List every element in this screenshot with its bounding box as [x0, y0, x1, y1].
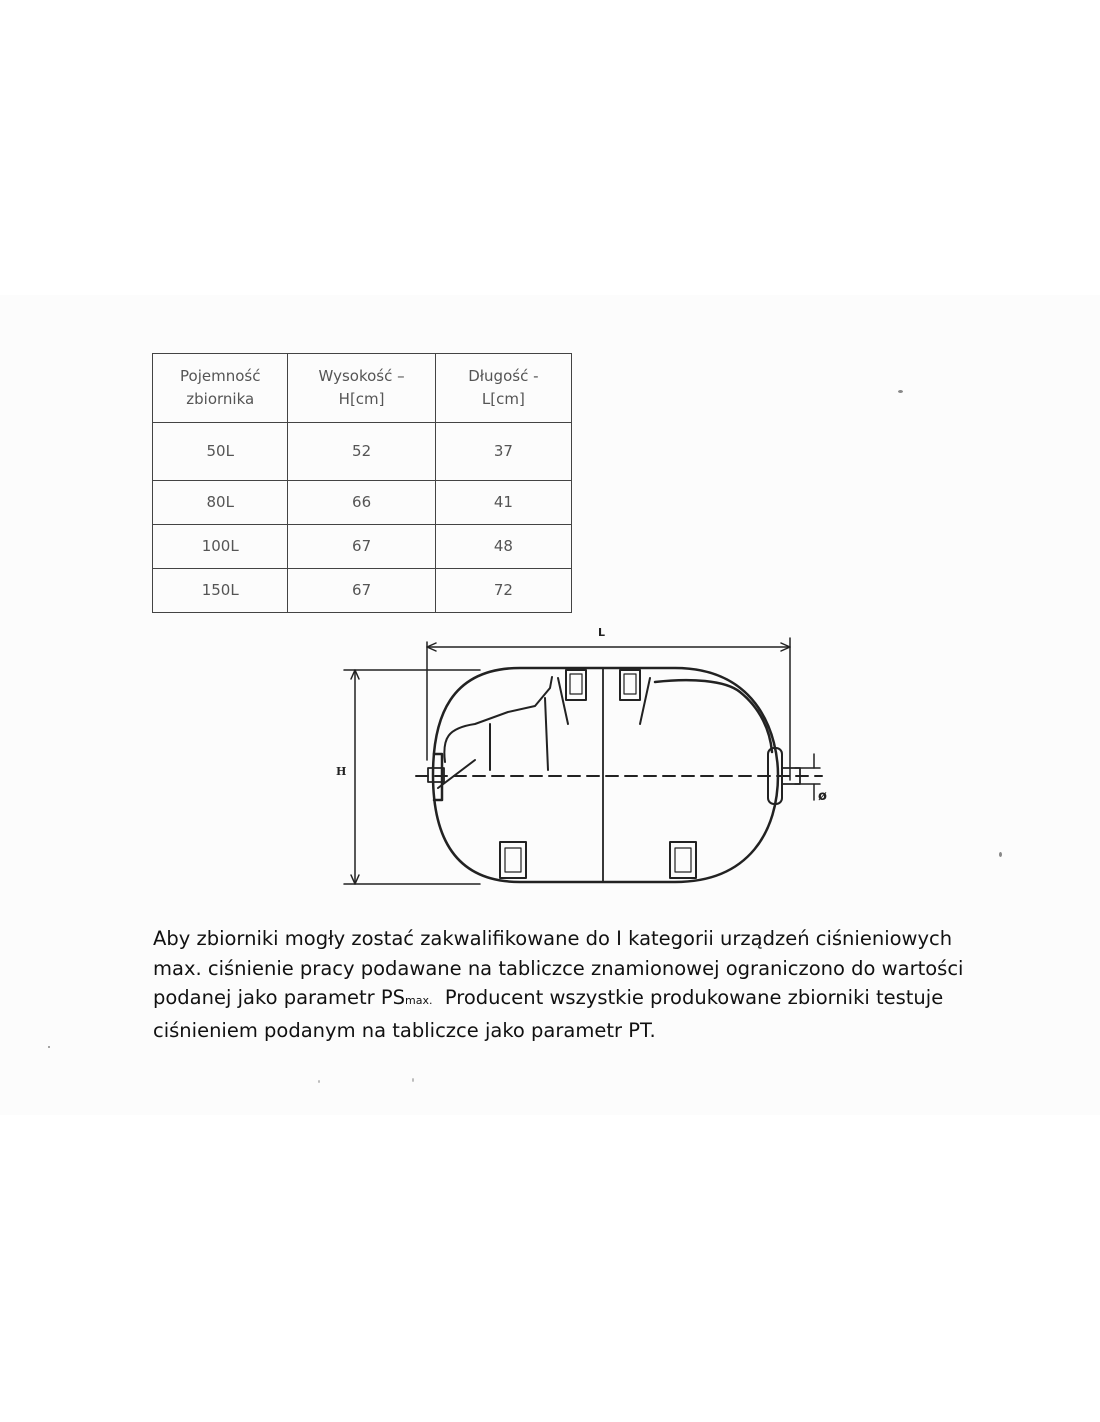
cell-capacity: 80L: [153, 481, 288, 525]
cell-height: 52: [288, 423, 435, 481]
scan-speck: [412, 1078, 414, 1082]
cell-height: 67: [288, 525, 435, 569]
cell-length: 41: [435, 481, 571, 525]
header-length-line1: Długość -: [468, 367, 539, 385]
table-header-row: [153, 354, 572, 423]
bottom-mounting-feet: [500, 842, 696, 878]
tank-dimensions-table: [152, 353, 572, 613]
header-height: [288, 354, 435, 423]
header-capacity: [153, 354, 288, 423]
pressure-category-note: [153, 924, 1033, 1045]
length-dimension: [427, 626, 790, 780]
note-line-3: [153, 983, 1033, 1016]
cell-height: 67: [288, 569, 435, 613]
cell-capacity: 50L: [153, 423, 288, 481]
table-row: [153, 481, 572, 525]
cell-length: 48: [435, 525, 571, 569]
cell-length: 37: [435, 423, 571, 481]
note-line-3-start: podanej jako parametr PS: [153, 986, 405, 1009]
height-label: H: [336, 765, 347, 778]
header-length-line2: L[cm]: [481, 390, 525, 408]
internal-membrane: [438, 677, 650, 788]
table-row: [153, 423, 572, 481]
table-row: [153, 569, 572, 613]
header-length: [435, 354, 571, 423]
note-line-1: Aby zbiorniki mogły zostać zakwalifikowane do I kategorii urządzeń ciśnieniowych: [153, 927, 953, 950]
header-height-line2: H[cm]: [338, 390, 385, 408]
header-capacity-line2: zbiornika: [186, 390, 255, 408]
cell-length: 72: [435, 569, 571, 613]
scan-speck: [48, 1046, 50, 1048]
header-capacity-line1: Pojemność: [180, 367, 261, 385]
scan-speck: [318, 1080, 320, 1083]
scan-speck: [898, 390, 903, 393]
ps-max-subscript: max.: [405, 994, 433, 1007]
length-label: L: [598, 626, 606, 639]
note-line-4: ciśnieniem podanym na tabliczce jako parametr PT.: [153, 1018, 656, 1042]
scan-speck: [999, 852, 1002, 857]
table-row: [153, 525, 572, 569]
cell-capacity: 150L: [153, 569, 288, 613]
note-line-3-end: Producent wszystkie produkowane zbiorniki testuje: [432, 986, 944, 1009]
header-height-line1: Wysokość –: [318, 367, 405, 385]
external-pipe: [655, 680, 772, 752]
note-line-2: max. ciśnienie pracy podawane na tabliczce znamionowej ograniczono do wartości: [153, 956, 964, 980]
cell-height: 66: [288, 481, 435, 525]
cell-capacity: 100L: [153, 525, 288, 569]
tank-technical-drawing: [330, 620, 850, 900]
diameter-label: ø: [818, 789, 827, 804]
